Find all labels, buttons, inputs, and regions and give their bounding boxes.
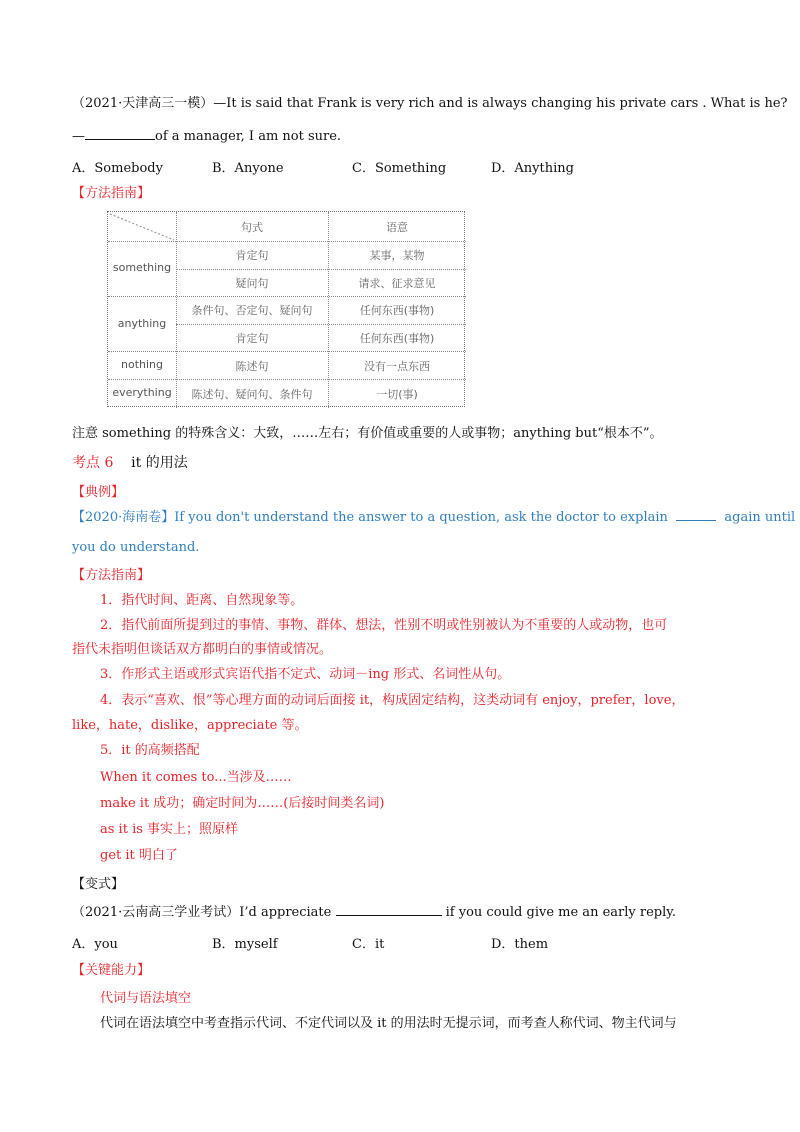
q1-line1 [72,95,788,113]
cell: 陈述句、疑问句、条件句 [191,388,313,401]
variant-heading: 【变式】 [72,877,125,892]
method-item: get it 明白了 [100,848,178,863]
example-text-after: again until [724,510,796,525]
q2-line [72,903,676,922]
example-text-before: If you don't understand the answer to a question, ask the doctor to explain [174,510,668,525]
cell: 任何东西(事物) [359,332,435,345]
method-item: When it comes to...当涉及…… [100,770,292,785]
dash: — [72,129,85,144]
kaodian-label: 考点 6 [72,455,114,471]
method-item: 5．it 的高频搭配 [100,743,200,758]
word-everything: everything [112,386,172,399]
method-item: 指代未指明但谈话双方都明白的事情或情况。 [72,642,333,657]
example-blank [676,508,716,521]
key-heading: 【关键能力】 [72,963,151,978]
word-something: something [112,261,172,274]
cell: 陈述句 [235,360,269,373]
q1-option-d: D．Anything [491,161,574,176]
q2-option-b: B．myself [212,937,278,952]
example-line1 [72,508,795,527]
cell: 肯定句 [235,332,269,345]
example-line2: you do understand. [72,540,200,555]
key-subheading: 代词与语法填空 [100,991,192,1006]
q1-line2-suffix: of a manager, I am not sure. [155,129,342,144]
q2-blank [336,903,442,916]
q1-option-a: A．Somebody [72,161,163,176]
example-source: 【2020·海南卷】 [72,510,175,525]
method-heading-1: 【方法指南】 [72,186,151,201]
q2-source: （2021·云南高三学业考试） [72,905,240,920]
header-meaning: 语意 [386,221,408,234]
note: 注意 something 的特殊含义：大致，……左右；有价值或重要的人或事物；anything but“根本不”。 [72,426,663,441]
word-nothing: nothing [121,358,163,371]
method-item: 4．表示“喜欢、恨”等心理方面的动词后面接 it，构成固定结构，这类动词有 enjoy，prefer，love， [100,693,685,708]
q1-source: （2021·天津高三一模） [72,96,214,111]
cell: 某事，某物 [369,249,425,262]
example-heading: 【典例】 [72,485,125,500]
corner-diagonal [108,212,176,242]
q1-line2 [72,127,341,146]
cell: 请求、征求意见 [358,277,436,290]
q2-text-after: if you could give me an early reply. [445,905,676,920]
method-heading-2: 【方法指南】 [72,568,151,583]
q2-option-c: C．it [352,937,385,952]
cell: 任何东西(事物) [359,304,435,317]
method-item: 2．指代前面所提到过的事情、事物、群体、想法，性别不明或性别被认为不重要的人或动物，也可 [100,618,668,633]
method-item: like，hate，dislike，appreciate 等。 [72,718,308,733]
q2-option-a: A．you [72,937,118,952]
method-item: 3．作形式主语或形式宾语代指不定式、动词－ing 形式、名词性从句。 [100,667,511,682]
kaodian-heading [72,454,188,472]
usage-table [107,211,465,407]
kaodian-title: it 的用法 [131,455,188,471]
q1-option-b: B．Anyone [212,161,284,176]
method-item: make it 成功；确定时间为……(后接时间类名词) [100,796,385,811]
method-item: as it is 事实上；照原样 [100,822,239,837]
word-anything: anything [117,317,167,330]
q2-text-before: I’d appreciate [239,905,332,920]
header-sentence-type: 句式 [241,221,263,234]
cell: 肯定句 [235,249,269,262]
cell: 一切(事) [376,388,418,401]
cell: 条件句、否定句、疑问句 [191,304,313,317]
answer-blank [85,127,155,140]
cell: 疑问句 [235,277,269,290]
q1-option-c: C．Something [352,161,447,176]
method-item: 1．指代时间、距离、自然现象等。 [100,593,304,608]
cell: 没有一点东西 [364,360,430,373]
q1-stem: —It is said that Frank is very rich and is always changing his private cars . What is he? [213,96,788,111]
q2-option-d: D．them [491,937,549,952]
key-text: 代词在语法填空中考查指示代词、不定代词以及 it 的用法时无提示词，而考查人称代词、物主代词与 [100,1016,677,1031]
